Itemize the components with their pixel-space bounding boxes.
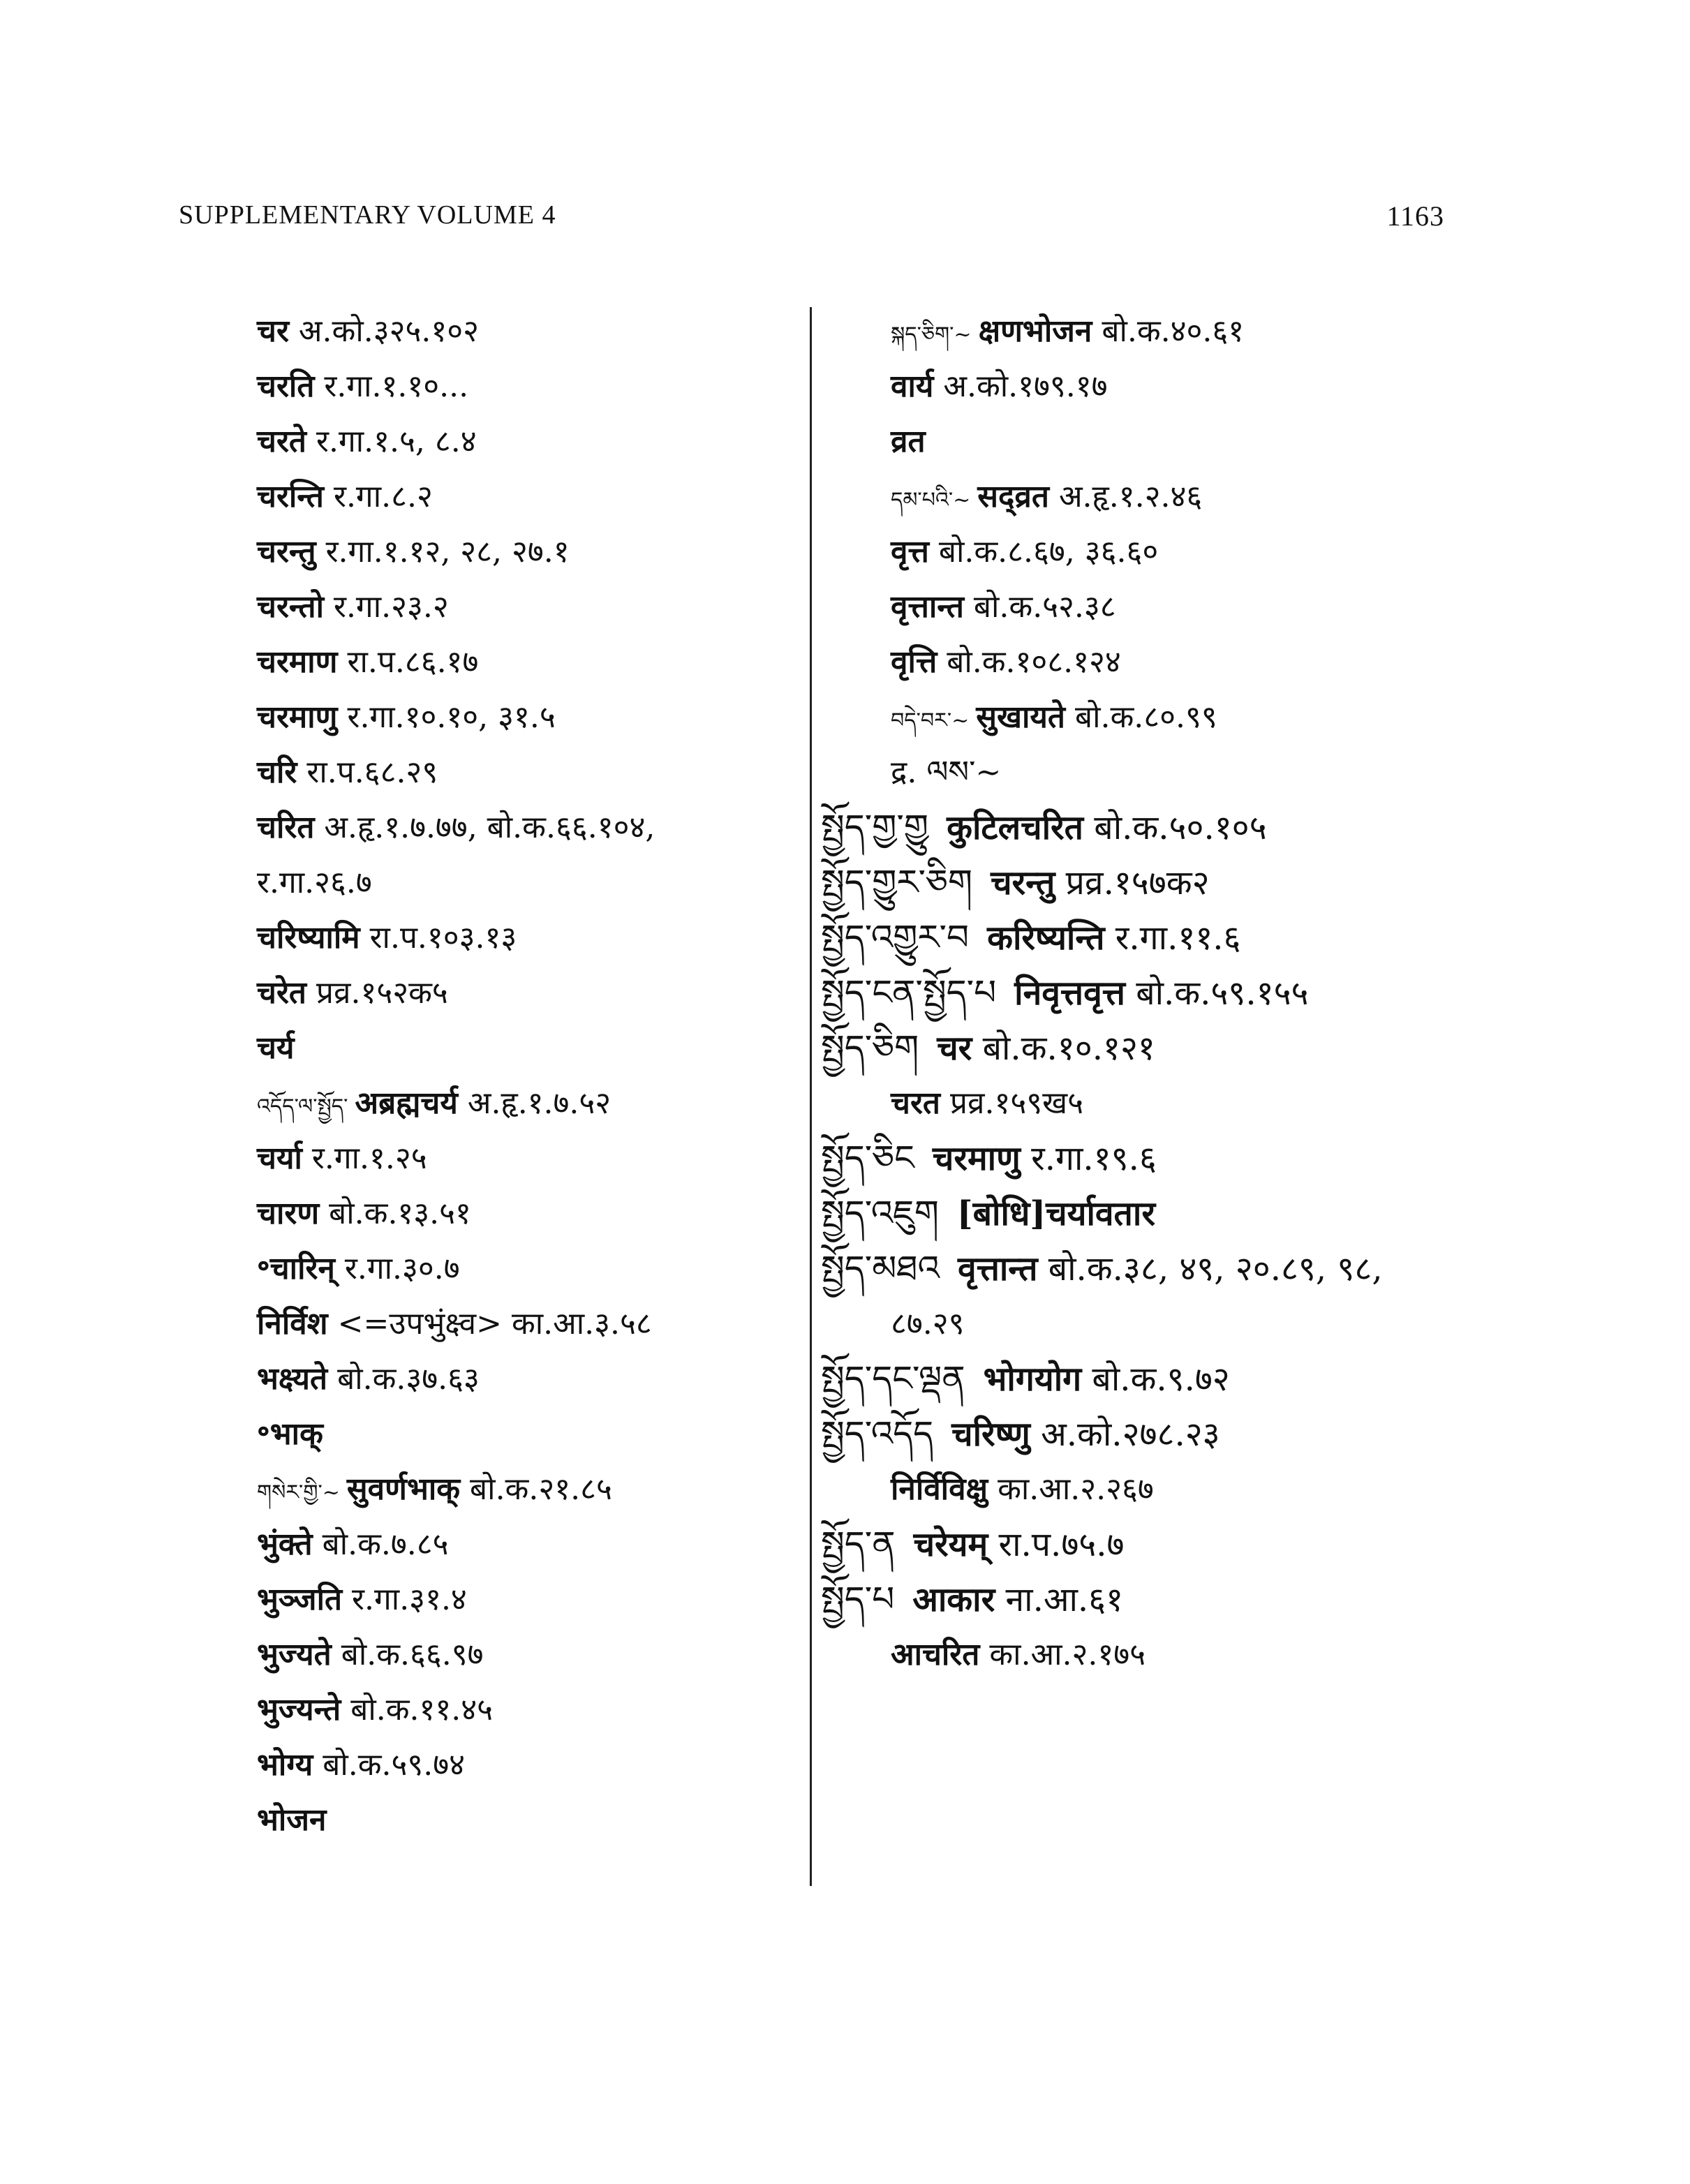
index-entry bbox=[257, 965, 787, 1020]
source-reference: अ.हृ.१.२.४६ bbox=[1048, 479, 1203, 514]
sanskrit-headword: चरित bbox=[257, 810, 315, 845]
sanskrit-headword: चरेत bbox=[257, 975, 307, 1011]
source-reference: र.गा.१.१२, २८, २७.१ bbox=[316, 534, 570, 570]
index-entry bbox=[257, 634, 787, 690]
running-head bbox=[179, 200, 1444, 242]
source-reference: द्र. ལས་~ bbox=[891, 755, 1002, 790]
source-reference: ना.आ.६१ bbox=[995, 1580, 1124, 1619]
sanskrit-headword: भुज्यते bbox=[257, 1637, 332, 1672]
sanskrit-headword: चरन्तु bbox=[991, 863, 1055, 902]
sanskrit-headword: चर bbox=[937, 1029, 972, 1068]
source-reference: बो.क.५९.७४ bbox=[313, 1747, 465, 1783]
tibetan-term: འདོད་ལ་སྤྱོད་ bbox=[257, 1094, 348, 1119]
sanskrit-headword: चर्य bbox=[257, 1030, 295, 1066]
source-reference: प्रव्र.१५७क२ bbox=[1055, 863, 1210, 902]
index-entry bbox=[821, 965, 1463, 1020]
index-entry bbox=[257, 690, 787, 745]
sanskrit-headword: सुवर्णभाक् bbox=[346, 1471, 461, 1507]
index-entry bbox=[257, 1186, 787, 1241]
index-entry bbox=[257, 1737, 787, 1792]
source-reference: रा.प.१०३.१३ bbox=[360, 920, 517, 956]
index-entry bbox=[821, 690, 1463, 745]
tibetan-term: སྤྱོད་འཇུག bbox=[821, 1193, 939, 1233]
left-column bbox=[257, 304, 787, 1848]
index-entry bbox=[257, 1462, 787, 1517]
sanskrit-headword: भोग्य bbox=[257, 1747, 313, 1783]
index-entry bbox=[821, 1186, 1463, 1241]
tibetan-term: བདེ་བར་~ bbox=[891, 708, 970, 733]
index-entry bbox=[821, 1351, 1463, 1406]
index-entry bbox=[257, 359, 787, 414]
source-reference: र.गा.११.६ bbox=[1104, 919, 1241, 958]
index-entry bbox=[257, 1131, 787, 1186]
index-entry bbox=[821, 800, 1463, 855]
page-number: 1163 bbox=[1386, 200, 1444, 232]
tibetan-term: སྤྱོད་དང་ལྡན bbox=[821, 1358, 965, 1399]
tibetan-term: སྤྱོད་མཐའ bbox=[821, 1248, 940, 1288]
sanskrit-headword: वार्य bbox=[891, 369, 934, 404]
source-reference: रा.प.८६.१७ bbox=[337, 644, 479, 680]
source-reference: बो.क.८०.९९ bbox=[1065, 699, 1217, 735]
running-title: SUPPLEMENTARY VOLUME 4 bbox=[179, 200, 556, 230]
index-entry bbox=[257, 1517, 787, 1572]
sanskrit-headword: भुञ्जति bbox=[257, 1582, 343, 1617]
sanskrit-headword: कुटिलचरित bbox=[947, 808, 1084, 847]
sanskrit-headword: आचरित bbox=[891, 1637, 980, 1672]
index-entry bbox=[821, 359, 1463, 414]
sanskrit-headword: निर्विविक्षु bbox=[891, 1471, 988, 1507]
tibetan-term: དམ་པའི་~ bbox=[891, 488, 971, 512]
sanskrit-headword: ॰चारिन् bbox=[257, 1251, 335, 1286]
sanskrit-headword: भक्ष्यते bbox=[257, 1361, 328, 1397]
source-reference: र.गा.२६.७ bbox=[257, 865, 372, 900]
sanskrit-headword: चरेयम् bbox=[913, 1525, 988, 1564]
index-entry bbox=[257, 1682, 787, 1737]
source-reference: रा.प.६८.२९ bbox=[297, 755, 438, 790]
index-entry bbox=[821, 469, 1463, 524]
source-reference: र.गा.३१.४ bbox=[342, 1582, 467, 1617]
sanskrit-headword: भोगयोग bbox=[983, 1360, 1082, 1399]
sanskrit-headword: वृत्ति bbox=[891, 644, 937, 680]
index-entry bbox=[821, 634, 1463, 690]
sanskrit-headword: निवृत्तवृत्त bbox=[1014, 974, 1125, 1013]
index-entry bbox=[257, 1241, 787, 1296]
sanskrit-headword: चरन्तु bbox=[257, 534, 316, 570]
sanskrit-headword: चरिष्णु bbox=[951, 1415, 1030, 1454]
sanskrit-headword: भुंक्ते bbox=[257, 1526, 313, 1562]
tibetan-term: སྤྱོད་འདོད bbox=[821, 1413, 934, 1454]
source-reference: बो.क.८.६७, ३६.६० bbox=[928, 534, 1159, 570]
index-entry bbox=[821, 1627, 1463, 1682]
index-entry bbox=[257, 304, 787, 359]
column-divider bbox=[810, 307, 812, 1886]
index-entry bbox=[257, 1792, 787, 1848]
tibetan-term: སྤྱོད་ཅིང bbox=[821, 1138, 914, 1178]
sanskrit-headword: [बोधि]चर्यावतार bbox=[956, 1194, 1155, 1233]
tibetan-term: གསེར་གྱི་~ bbox=[257, 1480, 340, 1505]
source-reference: <=उपभुंक्ष्व> का.आ.३.५८ bbox=[327, 1306, 652, 1342]
source-reference: प्रव्र.१५९ख५ bbox=[940, 1085, 1084, 1121]
source-reference: बो.क.५९.१५५ bbox=[1125, 974, 1309, 1013]
index-entry bbox=[821, 1517, 1463, 1572]
index-entry bbox=[821, 1572, 1463, 1627]
source-reference: अ.को.१७९.१७ bbox=[933, 369, 1108, 404]
sanskrit-headword: अब्रह्मचर्य bbox=[355, 1085, 458, 1121]
tibetan-term: སྤྱོད་ངན་སྤྱོད་པ bbox=[821, 972, 997, 1013]
source-reference: र.गा.१.२५ bbox=[302, 1141, 427, 1176]
sanskrit-headword: चर bbox=[257, 313, 289, 349]
index-entry bbox=[821, 304, 1463, 359]
sanskrit-headword: वृत्त bbox=[891, 534, 929, 570]
index-entry bbox=[821, 910, 1463, 965]
source-reference: का.आ.२.१७५ bbox=[979, 1637, 1146, 1672]
index-entry bbox=[257, 1076, 787, 1131]
source-reference: बो.क.१०८.१२४ bbox=[937, 644, 1121, 680]
sanskrit-headword: चर्या bbox=[257, 1141, 302, 1176]
tibetan-term: སྤྱོད་འགྱུར་བ bbox=[821, 917, 970, 958]
sanskrit-headword: चरिष्यामि bbox=[257, 920, 360, 956]
sanskrit-headword: करिष्यन्ति bbox=[987, 919, 1105, 958]
sanskrit-headword: सुखायते bbox=[976, 699, 1065, 735]
index-entry bbox=[821, 1406, 1463, 1462]
index-entry bbox=[257, 414, 787, 469]
tibetan-term: སྤྱོད་གྱ་གྱུ bbox=[821, 807, 929, 847]
sanskrit-headword: चरन्तो bbox=[257, 589, 324, 625]
sanskrit-headword: वृत्तान्त bbox=[958, 1249, 1038, 1288]
sanskrit-headword: भुज्यन्ते bbox=[257, 1692, 341, 1728]
index-entry bbox=[821, 1241, 1463, 1296]
source-reference: बो.क.९.७२ bbox=[1081, 1360, 1230, 1399]
index-entry bbox=[821, 414, 1463, 469]
sanskrit-headword: चरते bbox=[257, 424, 307, 459]
source-reference: प्रव्र.१५२क५ bbox=[306, 975, 448, 1011]
index-entry bbox=[821, 1076, 1463, 1131]
tibetan-term: སྤྱོད་ཅིག bbox=[821, 1027, 919, 1068]
source-reference: र.गा.१९.६ bbox=[1020, 1139, 1157, 1178]
index-entry bbox=[257, 579, 787, 634]
index-entry bbox=[257, 800, 787, 855]
source-reference: र.गा.१.५, ८.४ bbox=[306, 424, 477, 459]
source-reference: बो.क.१०.१२१ bbox=[972, 1029, 1155, 1068]
source-reference: बो.क.११.४५ bbox=[341, 1692, 494, 1728]
sanskrit-headword: निर्विश bbox=[257, 1306, 328, 1342]
tibetan-term: སྤྱོད་ན bbox=[821, 1524, 896, 1564]
sanskrit-headword: क्षणभोजन bbox=[978, 313, 1092, 349]
source-reference: बो.क.३८, ४९, २०.८९, ९८, bbox=[1037, 1249, 1383, 1288]
source-reference: अ.हृ.१.७.७७, बो.क.६६.१०४, bbox=[314, 810, 655, 845]
source-reference: र.गा.८.२ bbox=[323, 479, 433, 514]
source-reference: र.गा.१.१०... bbox=[314, 369, 469, 404]
index-entry bbox=[821, 1296, 1463, 1351]
tibetan-term: སྐད་ཅིག་~ bbox=[891, 322, 972, 347]
source-reference: बो.क.६६.९७ bbox=[331, 1637, 484, 1672]
source-reference: बो.क.१३.५१ bbox=[319, 1196, 471, 1231]
sanskrit-headword: चरत bbox=[891, 1085, 941, 1121]
index-entry bbox=[821, 579, 1463, 634]
index-entry bbox=[257, 1020, 787, 1076]
sanskrit-headword: सद्व्रत bbox=[977, 479, 1049, 514]
sanskrit-headword: चारण bbox=[257, 1196, 320, 1231]
source-reference: बो.क.५२.३८ bbox=[963, 589, 1116, 625]
sanskrit-headword: आकार bbox=[912, 1580, 995, 1619]
sanskrit-headword: चरमाणु bbox=[257, 699, 338, 735]
index-entry bbox=[257, 1627, 787, 1682]
source-reference: ८७.२९ bbox=[891, 1306, 965, 1342]
source-reference: अ.को.३२५.१०२ bbox=[288, 313, 479, 349]
index-entry bbox=[257, 1572, 787, 1627]
source-reference: बो.क.५०.१०५ bbox=[1083, 808, 1267, 847]
index-entry bbox=[257, 910, 787, 965]
index-entry bbox=[257, 1351, 787, 1406]
source-reference: र.गा.२३.२ bbox=[323, 589, 449, 625]
sanskrit-headword: ॰भाक् bbox=[257, 1416, 323, 1452]
source-reference: अ.को.२७८.२३ bbox=[1030, 1415, 1220, 1454]
source-reference: का.आ.२.२६७ bbox=[988, 1471, 1154, 1507]
sanskrit-headword: भोजन bbox=[257, 1802, 327, 1838]
index-entry bbox=[257, 1406, 787, 1462]
sanskrit-headword: चरति bbox=[257, 369, 315, 404]
sanskrit-headword: चरमाण bbox=[257, 644, 338, 680]
tibetan-term: སྤྱོད་གྱུར་ཅིག bbox=[821, 862, 973, 902]
index-entry bbox=[257, 524, 787, 579]
index-entry bbox=[257, 745, 787, 800]
index-entry bbox=[821, 1462, 1463, 1517]
sanskrit-headword: वृत्तान्त bbox=[891, 589, 964, 625]
source-reference: बो.क.२१.८५ bbox=[460, 1471, 612, 1507]
source-reference: रा.प.७५.७ bbox=[988, 1525, 1125, 1564]
sanskrit-headword: व्रत bbox=[891, 424, 926, 459]
index-entry bbox=[821, 855, 1463, 910]
source-reference: बो.क.३७.६३ bbox=[327, 1361, 480, 1397]
tibetan-term: སྤྱོད་པ bbox=[821, 1579, 895, 1619]
source-reference: र.गा.३०.७ bbox=[334, 1251, 460, 1286]
source-reference: बो.क.४०.६१ bbox=[1092, 313, 1245, 349]
source-reference: अ.हृ.१.७.५२ bbox=[457, 1085, 611, 1121]
source-reference: बो.क.७.८५ bbox=[312, 1526, 449, 1562]
sanskrit-headword: चरि bbox=[257, 755, 297, 790]
sanskrit-headword: चरमाणु bbox=[932, 1139, 1021, 1178]
sanskrit-headword: चरन्ति bbox=[257, 479, 324, 514]
right-column bbox=[821, 304, 1463, 1682]
index-entry bbox=[257, 855, 787, 910]
index-entry bbox=[821, 745, 1463, 800]
index-entry bbox=[257, 1296, 787, 1351]
index-entry bbox=[821, 1020, 1463, 1076]
index-entry bbox=[257, 469, 787, 524]
index-entry bbox=[821, 524, 1463, 579]
source-reference: र.गा.१०.१०, ३१.५ bbox=[337, 699, 556, 735]
index-entry bbox=[821, 1131, 1463, 1186]
